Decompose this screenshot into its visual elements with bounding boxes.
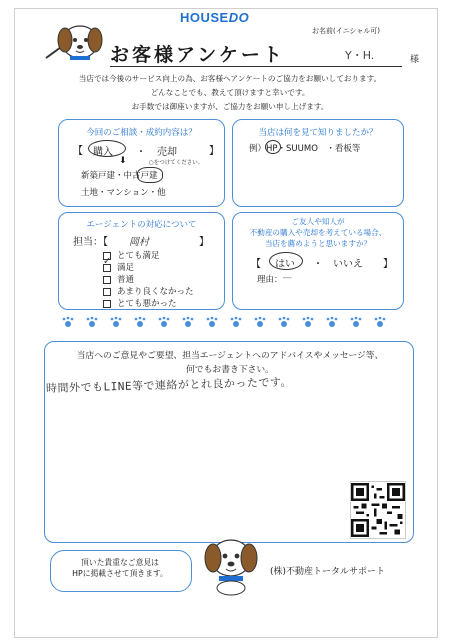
consult-box	[58, 119, 225, 207]
paw-row	[60, 315, 400, 331]
consult-dot: ・	[136, 147, 146, 158]
footer-bubble-line: HPに掲載させて頂きます。	[72, 569, 168, 578]
referral-bracket-open: 【	[251, 259, 261, 270]
intro-line: お手数では御座いますが、ご協力をお願い申し上げます。	[131, 102, 329, 111]
name-value: Y・H.	[345, 49, 375, 62]
referral-bracket-close: 】	[383, 259, 393, 270]
intro-line: どんなことでも、教えて頂けますと幸いです。	[150, 88, 310, 97]
selected-circle	[269, 252, 303, 270]
selected-circle	[137, 167, 163, 183]
company-name: (株)不動産トータルサポート	[270, 567, 386, 577]
consult-title: 今回のご相談・成約内容は？	[86, 128, 197, 138]
brand-logo: HOUSEDO	[180, 10, 250, 25]
page-title: お客様アンケート	[110, 44, 285, 66]
footer-bubble-text	[52, 557, 188, 579]
paw-icon	[111, 317, 122, 327]
qr-code	[350, 481, 406, 539]
checkbox[interactable]	[103, 276, 111, 284]
paw-icon	[303, 317, 314, 327]
arrow-down-icon: ⬇	[119, 156, 127, 166]
selected-circle	[88, 140, 126, 157]
paw-icon	[183, 317, 194, 327]
paw-icon	[63, 317, 74, 327]
agent-name: 岡村	[129, 237, 149, 248]
name-label: お名前(イニシャル可)	[312, 27, 381, 35]
rating-option[interactable]: とても満足	[103, 249, 160, 261]
checkbox[interactable]	[103, 300, 111, 308]
paw-icon	[327, 317, 338, 327]
intro-text	[40, 72, 420, 114]
consult-note: ○をつけてください。	[149, 160, 204, 166]
mascot-dog-icon	[40, 14, 108, 70]
agent-bracket-close: 】	[199, 237, 209, 248]
paw-icon	[351, 317, 362, 327]
property-types-2: 土地・マンション・他	[81, 188, 166, 198]
referral-box	[232, 212, 404, 310]
source-box	[232, 119, 404, 207]
footer-bubble-line: 頂いた貴重なご意見は	[81, 558, 159, 567]
reason-value: ―	[283, 273, 292, 283]
reason-label: 理由：	[257, 275, 283, 285]
checkmark-icon: ✓	[103, 256, 112, 267]
selected-circle	[265, 140, 281, 154]
rating-option[interactable]: とても悪かった	[103, 297, 177, 309]
consult-bracket-close: 】	[209, 146, 219, 157]
paw-icon	[135, 317, 146, 327]
paw-icon	[279, 317, 290, 327]
agent-title: エージェントの対応について	[86, 220, 197, 230]
source-options: 例）HP・SUUMO ・看板等	[249, 144, 361, 154]
comment-answer: 時間外でもLINE等で連絡がとれ良かったです。	[45, 375, 293, 395]
intro-line: 当店では今後のサービス向上の為、お客様へアンケートのご協力をお願いしております。	[78, 74, 382, 83]
paw-icon	[231, 317, 242, 327]
option-buy: 購入	[93, 147, 113, 158]
comment-prompt-line: 何でもお書き下さい。	[186, 365, 274, 375]
paw-icon	[375, 317, 386, 327]
rating-option[interactable]: あまり良くなかった	[103, 285, 194, 297]
rating-option[interactable]: 満足	[103, 261, 134, 273]
title-underline	[110, 66, 402, 67]
consult-bracket-open: 【	[73, 146, 83, 157]
property-types-1: 新築戸建・中古戸建	[81, 171, 158, 181]
referral-dot: ・	[313, 259, 323, 270]
comment-prompt	[50, 349, 410, 377]
option-no: いいえ	[333, 259, 363, 270]
agent-label: 担当：【	[73, 237, 108, 248]
paw-icon	[87, 317, 98, 327]
source-title: 当店は何を見て知りましたか？	[258, 128, 378, 138]
comment-prompt-line: 当店へのご意見やご要望、担当エージェントへのアドバイスやメッセージ等、	[76, 351, 384, 361]
paw-icon	[255, 317, 266, 327]
option-yes: はい	[275, 259, 295, 270]
agent-box	[58, 212, 225, 310]
option-sell: 売却	[157, 147, 177, 158]
paw-icon	[207, 317, 218, 327]
name-suffix: 様	[410, 55, 420, 65]
paw-icon	[159, 317, 170, 327]
checkbox[interactable]	[103, 288, 111, 296]
referral-question: ご友人や知人が 不動産の購入や売却を考えている場合、 当店を薦めようと思いますか？	[249, 217, 387, 248]
rating-option[interactable]: 普通	[103, 273, 134, 285]
mascot-dog-icon	[196, 530, 266, 596]
